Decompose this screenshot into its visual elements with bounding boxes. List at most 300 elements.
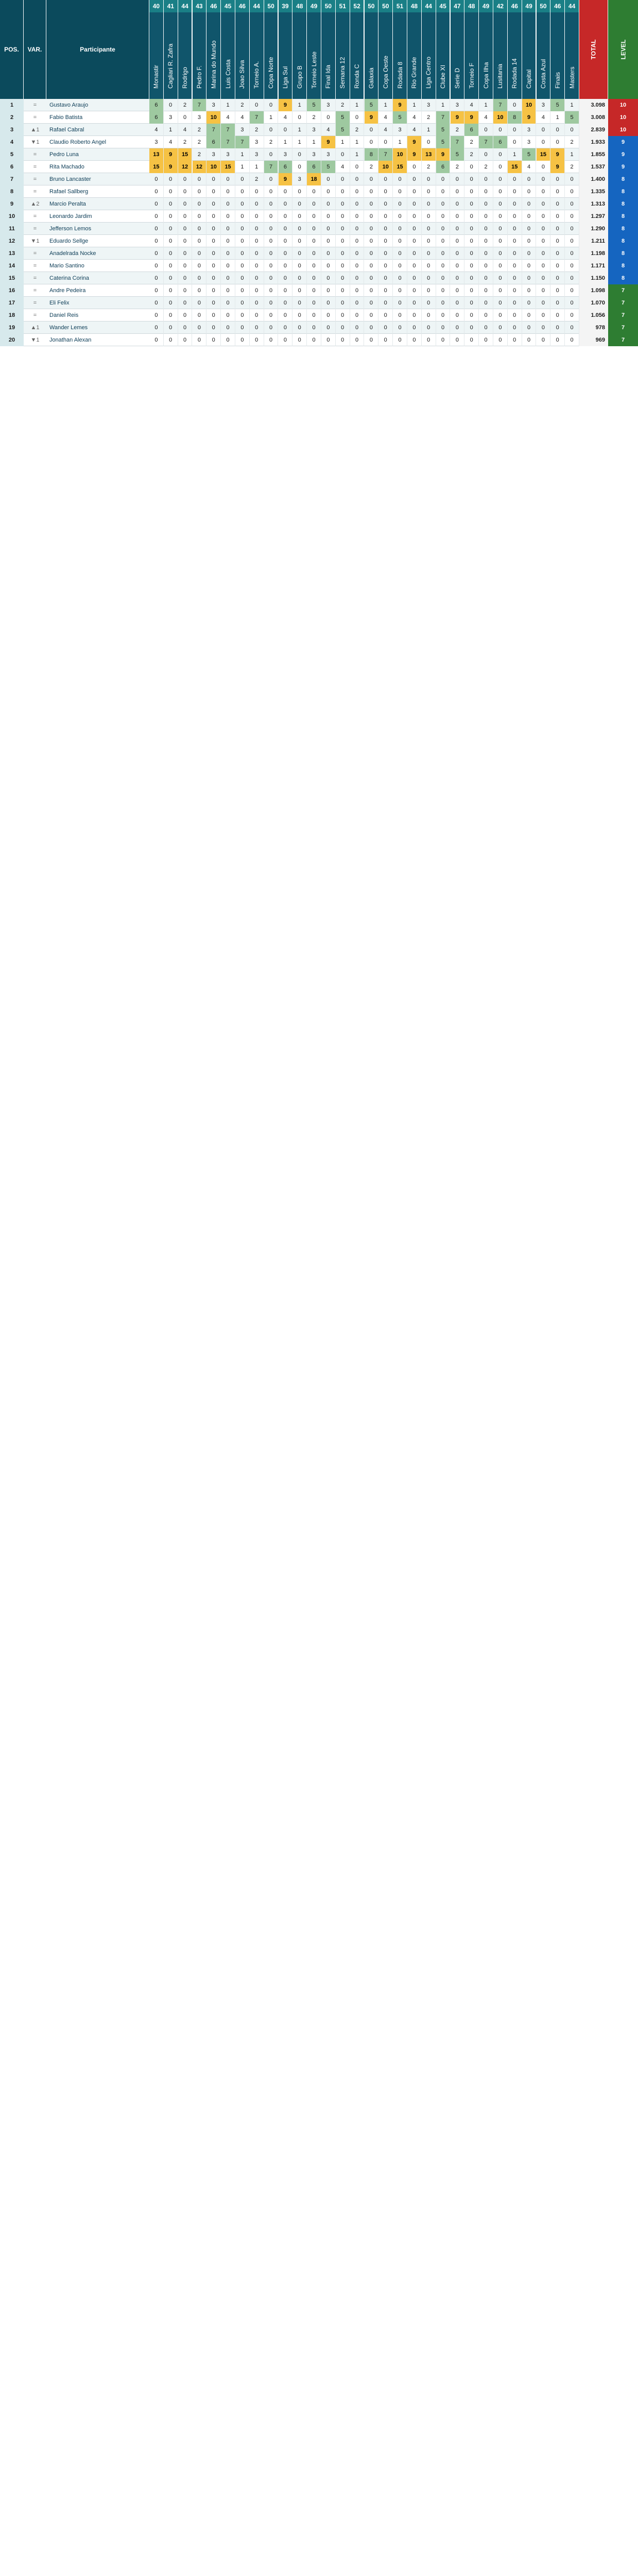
row-score: 0 xyxy=(321,173,336,185)
row-score: 0 xyxy=(537,173,551,185)
row-score: 0 xyxy=(149,210,164,223)
competition-name: Joao Silva xyxy=(235,12,250,99)
table-row[interactable] xyxy=(0,235,638,247)
row-score: 0 xyxy=(221,321,235,334)
row-score: 0 xyxy=(350,272,365,284)
row-score: 0 xyxy=(378,284,393,297)
row-score: 9 xyxy=(393,99,407,111)
row-score: 0 xyxy=(451,235,465,247)
row-score: 0 xyxy=(550,272,565,284)
week-number: 44 xyxy=(565,0,579,12)
row-score: 2 xyxy=(307,111,321,124)
row-score: 0 xyxy=(436,309,451,321)
row-score: 0 xyxy=(378,185,393,198)
row-score: 0 xyxy=(451,309,465,321)
row-score: 0 xyxy=(250,334,264,346)
row-score: 0 xyxy=(164,173,178,185)
row-score: 15 xyxy=(221,161,235,173)
row-score: 0 xyxy=(464,185,479,198)
row-score: 7 xyxy=(235,136,250,148)
row-score: 0 xyxy=(365,173,379,185)
row-score: 0 xyxy=(221,260,235,272)
competition-name: Costa Azul xyxy=(537,12,551,99)
row-score: 0 xyxy=(235,173,250,185)
row-score: 0 xyxy=(550,185,565,198)
row-score: 0 xyxy=(164,198,178,210)
row-score: 2 xyxy=(264,136,279,148)
row-score: 9 xyxy=(550,161,565,173)
row-score: 2 xyxy=(365,161,379,173)
week-number: 51 xyxy=(393,0,407,12)
row-score: 0 xyxy=(350,297,365,309)
row-score: 9 xyxy=(522,111,537,124)
row-score: 0 xyxy=(279,260,293,272)
row-score: 5 xyxy=(336,111,350,124)
row-score: 0 xyxy=(522,223,537,235)
row-score: 1 xyxy=(436,99,451,111)
row-score: 4 xyxy=(149,124,164,136)
row-score: 3 xyxy=(292,173,307,185)
row-score: 0 xyxy=(522,284,537,297)
row-score: 0 xyxy=(164,235,178,247)
row-score: 3 xyxy=(307,124,321,136)
row-score: 8 xyxy=(508,111,522,124)
row-score: 0 xyxy=(464,309,479,321)
row-score: 10 xyxy=(493,111,508,124)
row-score: 0 xyxy=(164,297,178,309)
row-score: 0 xyxy=(479,260,493,272)
row-score: 0 xyxy=(221,272,235,284)
row-score: 0 xyxy=(550,223,565,235)
row-score: 0 xyxy=(336,235,350,247)
row-score: 0 xyxy=(336,198,350,210)
week-number: 50 xyxy=(321,0,336,12)
row-score: 2 xyxy=(235,99,250,111)
row-score: 0 xyxy=(393,284,407,297)
row-score: 0 xyxy=(279,223,293,235)
row-score: 0 xyxy=(436,185,451,198)
row-score: 0 xyxy=(336,247,350,260)
row-score: 0 xyxy=(221,284,235,297)
competition-name: Luis Costa xyxy=(221,12,235,99)
row-score: 0 xyxy=(493,321,508,334)
row-score: 4 xyxy=(407,111,422,124)
row-variation: ▲1 xyxy=(30,325,40,331)
row-score: 15 xyxy=(537,148,551,161)
table-row[interactable] xyxy=(0,284,638,297)
row-score: 0 xyxy=(464,321,479,334)
row-score: 0 xyxy=(149,309,164,321)
row-score: 0 xyxy=(565,260,579,272)
row-score: 7 xyxy=(451,136,465,148)
row-score: 0 xyxy=(279,198,293,210)
row-score: 0 xyxy=(221,223,235,235)
row-score: 0 xyxy=(264,223,279,235)
table-row[interactable] xyxy=(0,173,638,185)
row-score: 0 xyxy=(537,297,551,309)
competition-name: Final Ida xyxy=(321,12,336,99)
week-number: 45 xyxy=(436,0,451,12)
row-score: 0 xyxy=(206,260,221,272)
row-variation: ▼1 xyxy=(30,238,40,244)
row-score: 0 xyxy=(508,210,522,223)
row-score: 0 xyxy=(537,185,551,198)
row-score: 0 xyxy=(479,272,493,284)
row-score: 0 xyxy=(479,247,493,260)
row-score: 3 xyxy=(393,124,407,136)
row-score: 4 xyxy=(336,161,350,173)
row-score: 0 xyxy=(193,297,207,309)
row-score: 0 xyxy=(279,124,293,136)
row-score: 0 xyxy=(264,247,279,260)
row-score: 0 xyxy=(436,198,451,210)
row-score: 0 xyxy=(436,321,451,334)
competition-name: Rio Grande xyxy=(407,12,422,99)
row-score: 3 xyxy=(321,99,336,111)
row-participant: Gustavo Araujo xyxy=(49,102,89,108)
row-score: 0 xyxy=(264,272,279,284)
row-score: 0 xyxy=(336,148,350,161)
row-score: 2 xyxy=(479,161,493,173)
row-score: 0 xyxy=(235,309,250,321)
row-score: 0 xyxy=(422,309,436,321)
row-score: 2 xyxy=(422,111,436,124)
row-participant: Mario Santino xyxy=(49,263,84,269)
row-score: 0 xyxy=(178,321,193,334)
row-score: 1 xyxy=(292,124,307,136)
row-score: 0 xyxy=(178,111,193,124)
competition-name: Copa Norte xyxy=(264,12,279,99)
week-number: 50 xyxy=(264,0,279,12)
row-score: 0 xyxy=(508,223,522,235)
row-score: 0 xyxy=(464,297,479,309)
row-score: 0 xyxy=(178,235,193,247)
row-score: 0 xyxy=(508,136,522,148)
row-participant: Andre Pedeira xyxy=(49,287,86,294)
row-score: 0 xyxy=(206,223,221,235)
row-score: 0 xyxy=(464,260,479,272)
row-score: 0 xyxy=(422,284,436,297)
row-score: 0 xyxy=(164,272,178,284)
row-score: 2 xyxy=(250,173,264,185)
competition-name: Liga Centro xyxy=(422,12,436,99)
row-score: 0 xyxy=(336,309,350,321)
row-score: 3 xyxy=(250,148,264,161)
row-score: 0 xyxy=(464,223,479,235)
row-score: 0 xyxy=(493,272,508,284)
row-score: 4 xyxy=(522,161,537,173)
row-score: 0 xyxy=(164,99,178,111)
competition-name: Torneio Leste xyxy=(307,12,321,99)
row-score: 0 xyxy=(436,272,451,284)
row-score: 0 xyxy=(336,284,350,297)
row-score: 0 xyxy=(279,309,293,321)
row-score: 9 xyxy=(279,173,293,185)
row-level: 7 xyxy=(608,297,638,309)
row-score: 0 xyxy=(307,309,321,321)
row-total: 1.297 xyxy=(579,210,608,223)
week-number: 50 xyxy=(537,0,551,12)
competition-name: Semana 12 xyxy=(336,12,350,99)
row-score: 0 xyxy=(565,173,579,185)
row-score: 0 xyxy=(206,247,221,260)
row-score: 0 xyxy=(279,185,293,198)
row-score: 0 xyxy=(307,334,321,346)
row-score: 1 xyxy=(565,148,579,161)
competition-name: Pedro F. xyxy=(193,12,207,99)
row-score: 0 xyxy=(307,260,321,272)
week-number: 49 xyxy=(522,0,537,12)
table-row[interactable] xyxy=(0,334,638,346)
competition-name: Copa Ilha xyxy=(479,12,493,99)
row-score: 7 xyxy=(436,111,451,124)
row-score: 0 xyxy=(464,334,479,346)
week-number: 46 xyxy=(508,0,522,12)
row-score: 0 xyxy=(149,334,164,346)
row-score: 10 xyxy=(522,99,537,111)
row-score: 5 xyxy=(436,124,451,136)
row-score: 0 xyxy=(250,247,264,260)
table-row[interactable] xyxy=(0,223,638,235)
competition-name: Serie D xyxy=(451,12,465,99)
row-score: 0 xyxy=(493,223,508,235)
row-position: 9 xyxy=(0,198,24,210)
row-score: 0 xyxy=(336,297,350,309)
row-score: 0 xyxy=(250,235,264,247)
row-score: 0 xyxy=(565,334,579,346)
table-row[interactable] xyxy=(0,272,638,284)
row-score: 1 xyxy=(264,111,279,124)
row-score: 0 xyxy=(422,260,436,272)
row-total: 1.290 xyxy=(579,223,608,235)
row-score: 0 xyxy=(149,297,164,309)
row-score: 0 xyxy=(321,235,336,247)
row-score: 0 xyxy=(292,111,307,124)
table-row[interactable] xyxy=(0,260,638,272)
row-participant: Leonardo Jardim xyxy=(49,213,92,219)
row-score: 0 xyxy=(264,284,279,297)
row-score: 0 xyxy=(464,247,479,260)
row-score: 0 xyxy=(508,260,522,272)
row-score: 0 xyxy=(193,260,207,272)
row-score: 0 xyxy=(493,198,508,210)
row-total: 1.400 xyxy=(579,173,608,185)
row-score: 0 xyxy=(508,198,522,210)
week-number: 44 xyxy=(250,0,264,12)
week-number: 48 xyxy=(407,0,422,12)
row-score: 0 xyxy=(350,223,365,235)
row-score: 0 xyxy=(378,321,393,334)
row-score: 0 xyxy=(464,210,479,223)
row-score: 0 xyxy=(235,198,250,210)
row-score: 2 xyxy=(565,136,579,148)
row-score: 0 xyxy=(407,260,422,272)
row-score: 0 xyxy=(436,297,451,309)
row-total: 1.070 xyxy=(579,297,608,309)
row-score: 0 xyxy=(321,185,336,198)
row-score: 1 xyxy=(550,111,565,124)
row-score: 15 xyxy=(149,161,164,173)
row-score: 0 xyxy=(550,247,565,260)
table-row[interactable] xyxy=(0,198,638,210)
row-score: 0 xyxy=(193,321,207,334)
week-number: 41 xyxy=(164,0,178,12)
row-participant: Bruno Lancaster xyxy=(49,176,91,182)
row-score: 5 xyxy=(336,124,350,136)
table-row[interactable] xyxy=(0,124,638,136)
row-score: 0 xyxy=(436,173,451,185)
row-score: 0 xyxy=(407,198,422,210)
row-score: 0 xyxy=(250,223,264,235)
row-level: 7 xyxy=(608,309,638,321)
row-score: 0 xyxy=(292,309,307,321)
row-score: 0 xyxy=(493,309,508,321)
row-score: 0 xyxy=(235,185,250,198)
row-score: 15 xyxy=(393,161,407,173)
row-score: 4 xyxy=(235,111,250,124)
row-score: 0 xyxy=(178,210,193,223)
row-score: 3 xyxy=(235,124,250,136)
row-score: 0 xyxy=(235,260,250,272)
row-score: 3 xyxy=(279,148,293,161)
row-position: 7 xyxy=(0,173,24,185)
table-row[interactable] xyxy=(0,185,638,198)
row-score: 0 xyxy=(479,284,493,297)
row-score: 0 xyxy=(292,284,307,297)
row-score: 0 xyxy=(279,210,293,223)
row-score: 9 xyxy=(407,136,422,148)
row-score: 0 xyxy=(307,223,321,235)
row-score: 0 xyxy=(206,185,221,198)
table-row[interactable] xyxy=(0,297,638,309)
row-score: 0 xyxy=(336,173,350,185)
row-score: 0 xyxy=(164,210,178,223)
row-score: 0 xyxy=(193,247,207,260)
row-score: 0 xyxy=(292,223,307,235)
row-variation: = xyxy=(33,151,37,158)
table-row[interactable] xyxy=(0,321,638,334)
row-level: 8 xyxy=(608,185,638,198)
row-score: 0 xyxy=(508,272,522,284)
row-position: 4 xyxy=(0,136,24,148)
row-score: 0 xyxy=(221,185,235,198)
row-score: 2 xyxy=(451,161,465,173)
row-score: 0 xyxy=(407,173,422,185)
row-score: 0 xyxy=(407,185,422,198)
row-score: 6 xyxy=(206,136,221,148)
row-score: 0 xyxy=(221,247,235,260)
row-score: 0 xyxy=(365,297,379,309)
row-score: 0 xyxy=(307,198,321,210)
week-number: 43 xyxy=(193,0,207,12)
row-score: 7 xyxy=(264,161,279,173)
week-number: 48 xyxy=(292,0,307,12)
row-score: 0 xyxy=(508,124,522,136)
row-score: 0 xyxy=(508,297,522,309)
row-score: 0 xyxy=(206,198,221,210)
row-score: 0 xyxy=(422,272,436,284)
row-participant: Marcio Peralta xyxy=(49,201,86,207)
row-score: 0 xyxy=(307,297,321,309)
row-score: 10 xyxy=(206,161,221,173)
row-score: 0 xyxy=(493,297,508,309)
row-score: 0 xyxy=(264,148,279,161)
row-score: 0 xyxy=(178,309,193,321)
row-score: 0 xyxy=(407,210,422,223)
row-score: 0 xyxy=(279,321,293,334)
row-position: 5 xyxy=(0,148,24,161)
row-variation: ▼1 xyxy=(30,337,40,343)
row-score: 0 xyxy=(508,185,522,198)
row-score: 1 xyxy=(350,99,365,111)
row-score: 0 xyxy=(292,185,307,198)
row-variation: = xyxy=(33,114,37,121)
row-score: 0 xyxy=(378,173,393,185)
row-score: 0 xyxy=(407,161,422,173)
row-score: 0 xyxy=(537,210,551,223)
table-row[interactable] xyxy=(0,247,638,260)
row-score: 0 xyxy=(164,247,178,260)
row-score: 0 xyxy=(522,321,537,334)
row-score: 0 xyxy=(178,198,193,210)
row-score: 0 xyxy=(537,272,551,284)
row-level: 7 xyxy=(608,334,638,346)
row-score: 0 xyxy=(307,235,321,247)
competition-name: Torneio A. xyxy=(250,12,264,99)
row-score: 5 xyxy=(307,99,321,111)
week-number: 49 xyxy=(479,0,493,12)
row-score: 0 xyxy=(264,309,279,321)
row-score: 0 xyxy=(307,272,321,284)
row-score: 3 xyxy=(422,99,436,111)
row-score: 0 xyxy=(321,210,336,223)
competition-name: Torneio F xyxy=(464,12,479,99)
row-score: 0 xyxy=(522,198,537,210)
row-score: 9 xyxy=(164,148,178,161)
row-score: 9 xyxy=(164,161,178,173)
table-row[interactable] xyxy=(0,111,638,124)
row-score: 0 xyxy=(479,173,493,185)
row-total: 1.335 xyxy=(579,185,608,198)
row-score: 0 xyxy=(264,198,279,210)
table-row[interactable] xyxy=(0,136,638,148)
row-score: 0 xyxy=(235,321,250,334)
table-row[interactable] xyxy=(0,161,638,173)
table-row[interactable] xyxy=(0,210,638,223)
row-score: 0 xyxy=(565,198,579,210)
row-level: 8 xyxy=(608,198,638,210)
row-score: 0 xyxy=(350,334,365,346)
row-score: 0 xyxy=(451,210,465,223)
table-row[interactable] xyxy=(0,99,638,111)
row-score: 0 xyxy=(193,272,207,284)
row-score: 0 xyxy=(508,173,522,185)
competition-name: Grupo B xyxy=(292,12,307,99)
row-total: 2.839 xyxy=(579,124,608,136)
row-score: 0 xyxy=(565,185,579,198)
table-row[interactable] xyxy=(0,148,638,161)
row-score: 0 xyxy=(321,321,336,334)
row-score: 0 xyxy=(378,260,393,272)
row-level: 8 xyxy=(608,272,638,284)
table-row[interactable] xyxy=(0,309,638,321)
row-score: 0 xyxy=(292,247,307,260)
row-score: 2 xyxy=(464,148,479,161)
row-score: 0 xyxy=(321,198,336,210)
row-total: 1.313 xyxy=(579,198,608,210)
row-score: 3 xyxy=(321,148,336,161)
row-score: 1 xyxy=(508,148,522,161)
